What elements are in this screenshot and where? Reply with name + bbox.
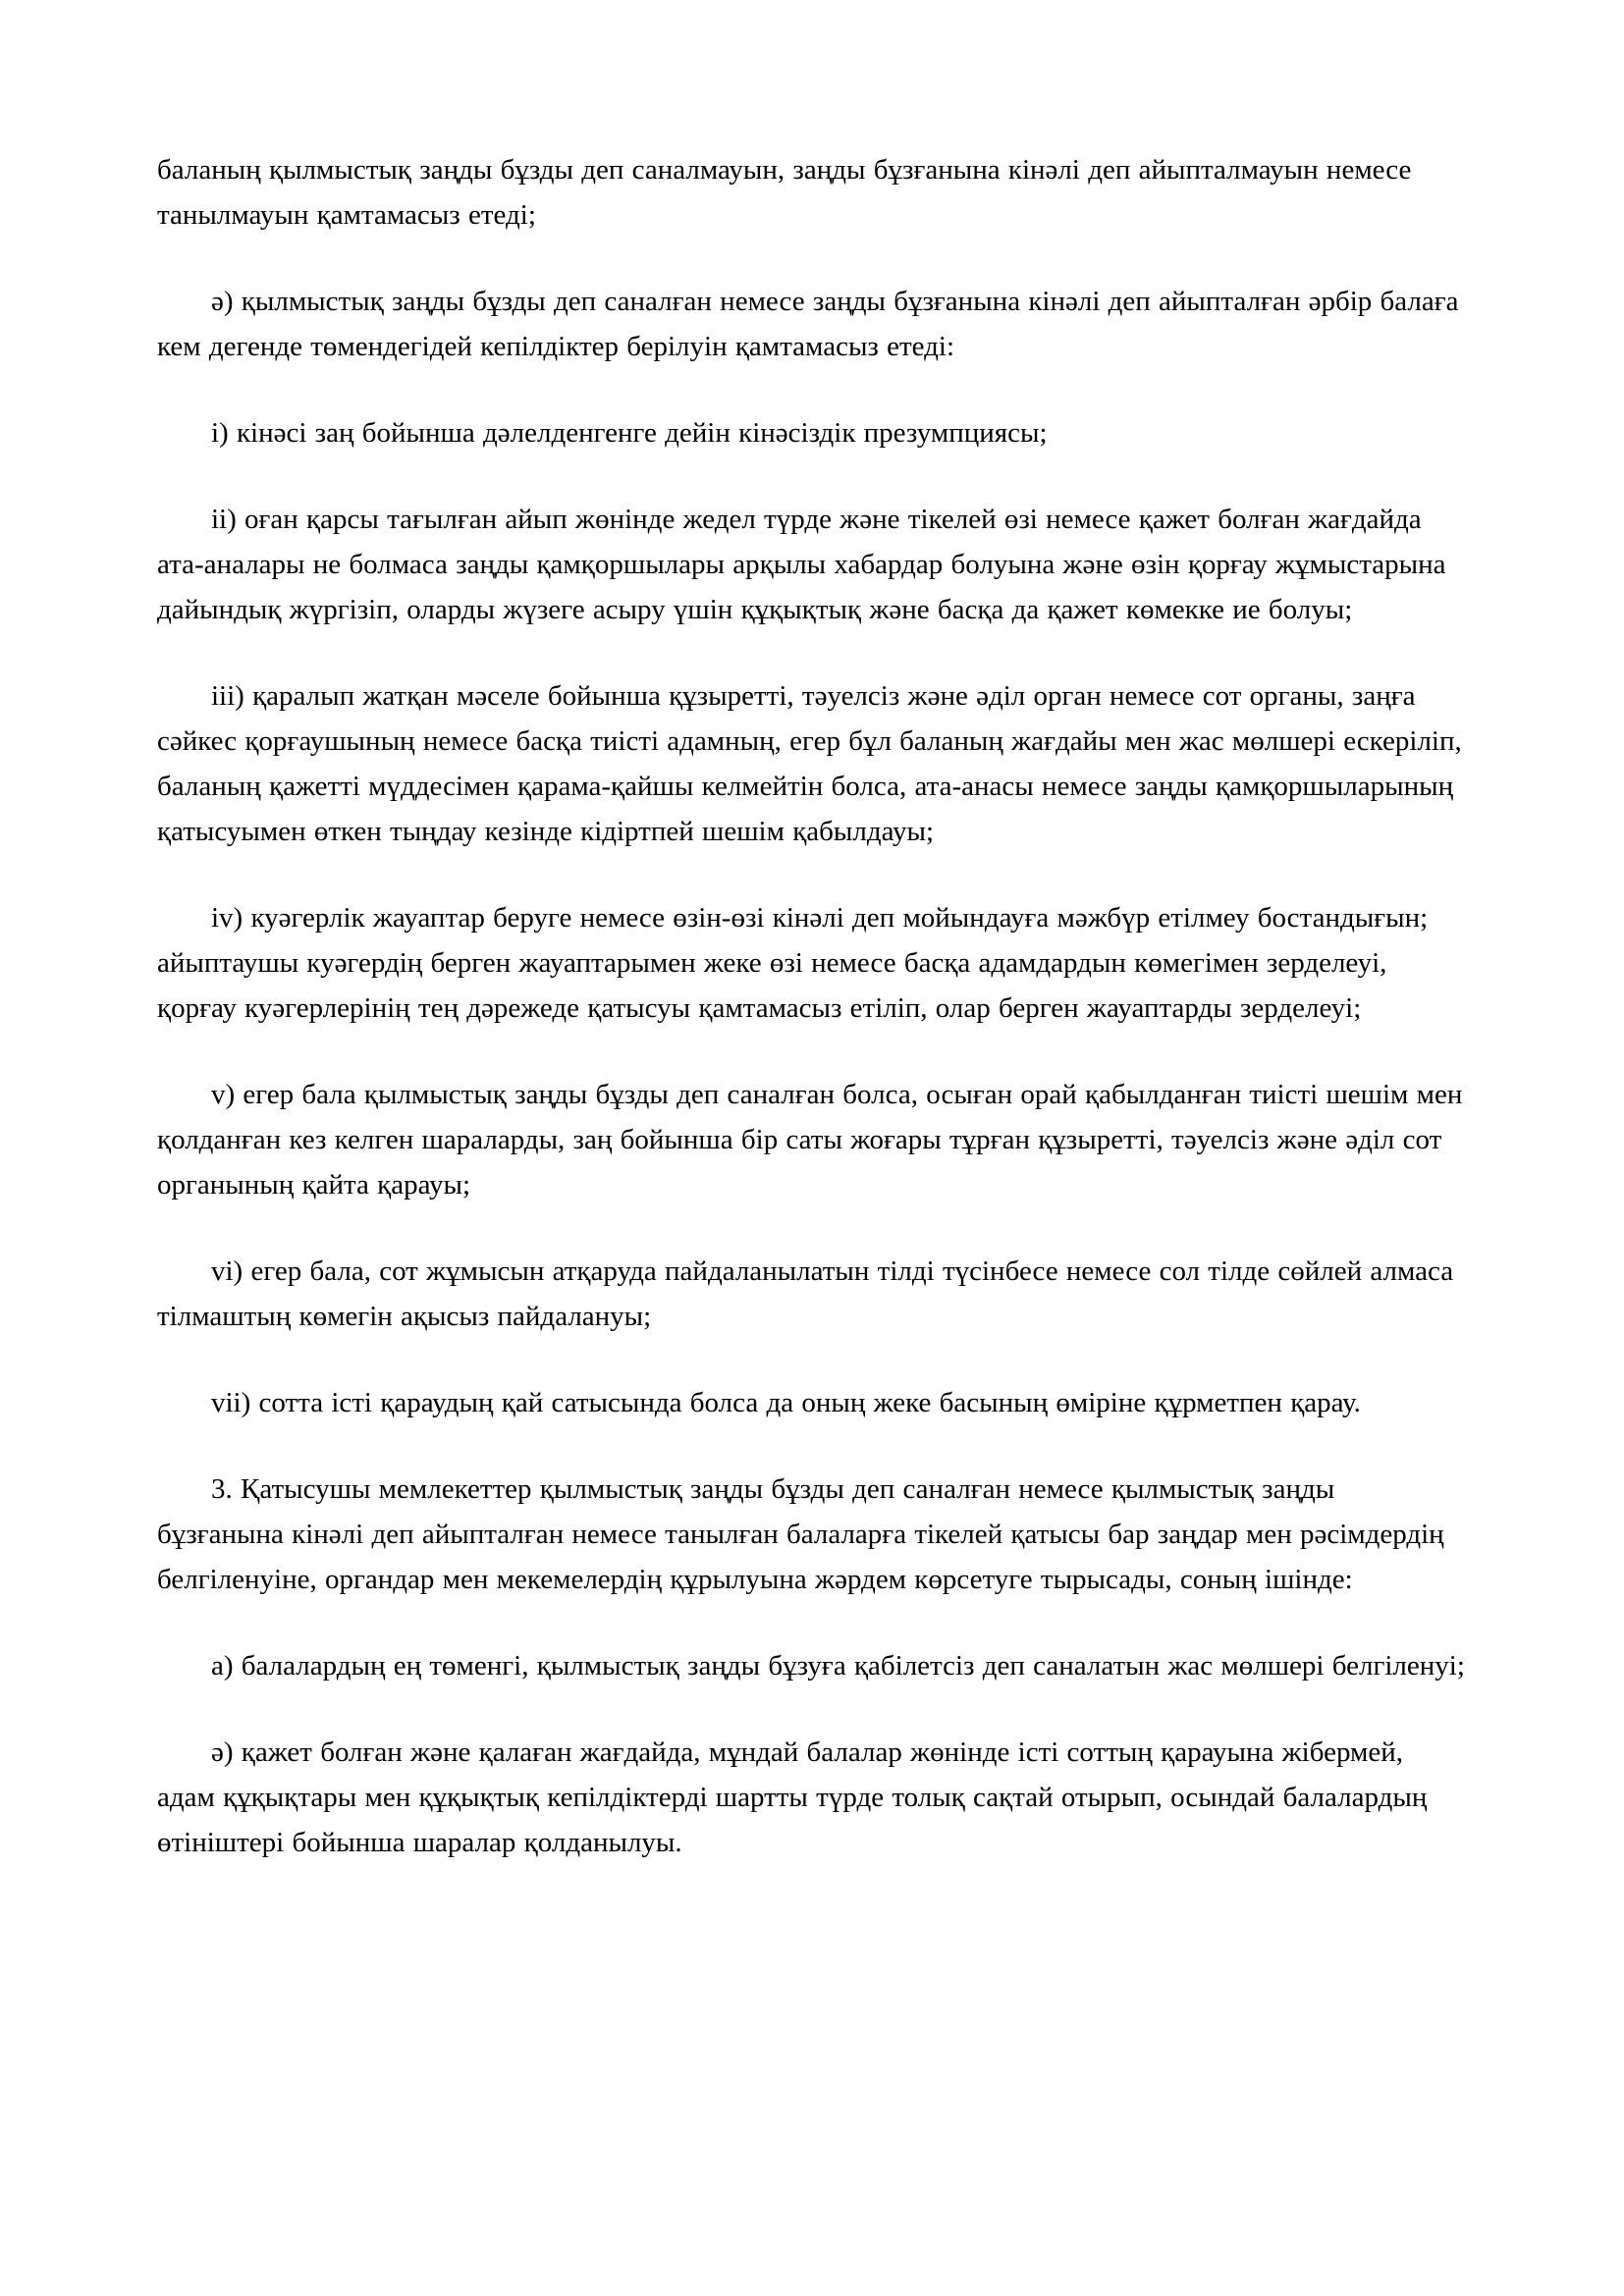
paragraph: vi) егер бала, сот жұмысын атқаруда пайдаланылатын тілді түсінбесе немесе сол тілде сөйлей алмаса тілмаштың көмегін ақысыз пайдалануы; — [157, 1255, 1454, 1332]
document-body — [157, 147, 1469, 1865]
paragraph: ә) қылмыстық заңды бұзды деп саналған немесе заңды бұзғанына кінәлі деп айыпталған әрбір балаға кем дегенде төмендегідей кепілдіктер берілуін қамтамасыз етеді: — [157, 286, 1459, 362]
paragraph: а) балалардың ең төменгі, қылмыстық заңды бұзуға қабілетсіз деп саналатын жас мөлшері белгіленуі; — [211, 1650, 1465, 1682]
paragraph: i) кінәсі заң бойынша дәлелденгенге дейін кінәсіздік презумпциясы; — [211, 417, 1048, 449]
paragraph: ii) оған қарсы тағылған айып жөнінде жедел түрде және тікелей өзі немесе қажет болған жағдайда ата-аналары не болмаса заңды қамқоршылары арқылы хабардар болуына және өзін қорғау жұмыстарына дайындық жүргізіп, оларды жүзеге асыру үшін құқықтық және басқа да қажет көмекке ие болуы; — [157, 504, 1446, 625]
paragraph: vii) сотта істі қараудың қай сатысында болса да оның жеке басының өміріне құрметпен қарау. — [211, 1387, 1361, 1418]
paragraph: iv) куәгерлік жауаптар беруге немесе өзін-өзі кінәлі деп мойындауға мәжбүр етілмеу бостандығын; айыптаушы куәгердің берген жауаптарымен жеке өзі немесе басқа адамдардын көмегімен зерделеуі, қорғау куәгерлерінің тең дәрежеде қатысуы қамтамасыз етіліп, олар берген жауаптарды зерделеуі; — [157, 902, 1429, 1024]
paragraph: ә) қажет болған және қалаған жағдайда, мұндай балалар жөнінде істі соттың қарауына жібермей, адам құқықтары мен құқықтық кепілдіктерді шартты түрде толық сақтай отырып, осындай балалардың өтініштері бойынша шаралар қолданылуы. — [157, 1736, 1428, 1858]
paragraph: баланың қылмыстық заңды бұзды деп саналмауын, заңды бұзғанына кінәлі деп айыпталмауын немесе танылмауын қамтамасыз етеді; — [157, 154, 1412, 231]
paragraph: iii) қаралып жатқан мәселе бойынша құзыретті, тәуелсіз және әділ орган немесе сот органы, заңға сәйкес қорғаушының немесе басқа тиісті адамның, егер бұл баланың жағдайы мен жас мөлшері ескеріліп, баланың қажетті мүддесімен қарама-қайшы келмейтін болса, ата-анасы немесе заңды қамқоршыларының қатысуымен өткен тыңдау кезінде кідіртпей шешім қабылдауы; — [157, 680, 1462, 847]
paragraph: v) егер бала қылмыстық заңды бұзды деп саналған болса, осыған орай қабылданған тиісті шешім мен қолданған кез келген шараларды, заң бойынша бір саты жоғары тұрған құзыретті, тәуелсіз және әділ сот органының қайта қарауы; — [157, 1079, 1463, 1201]
paragraph: 3. Қатысушы мемлекеттер қылмыстық заңды бұзды деп саналған немесе қылмыстық заңды бұзғанына кінәлі деп айыпталған немесе танылған балаларға тікелей қатысы бар заңдар мен рәсімдердің белгіленуіне, органдар мен мекемелердің құрылуына жәрдем көрсетуге тырысады, соның ішінде: — [157, 1473, 1444, 1595]
